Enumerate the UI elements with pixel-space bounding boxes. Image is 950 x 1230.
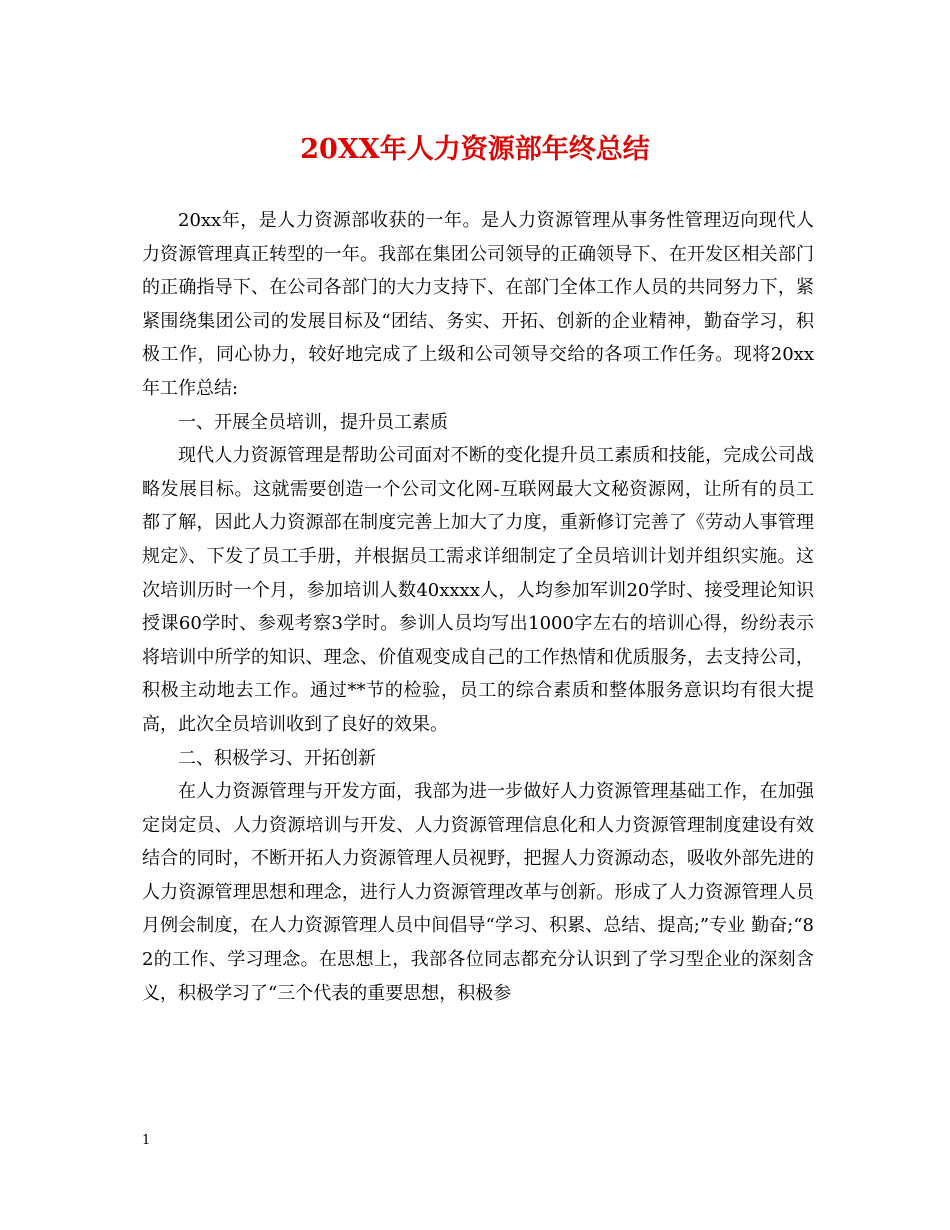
section-heading-2: 二、积极学习、开拓创新 <box>178 747 376 769</box>
document-title: 20XX年人力资源部年终总结 <box>300 134 650 165</box>
document-body <box>142 204 814 1010</box>
paragraph-section-1: 现代人力资源管理是帮助公司面对不断的变化提升员工素质和技能，完成公司战略发展目标。这就需要创造一个公司文化网-互联网最大文秘资源网，让所有的员工都了解，因此人力资源部在制度完善上加大了力度，重新修订完善了《劳动人事管理规定》、下发了员工手册，并根据员工需求详细制定了全员培训计划并组织实施。这次培训历时一个月，参加培训人数40xxxx人，人均参加军训20学时、接受理论知识授课60学时、参观考察3学时。参训人员均写出1000字左右的培训心得，纷纷表示将培训中所学的知识、理念、价值观变成自己的工作热情和优质服务，去支持公司，积极主动地去工作。通过**节的检验，员工的综合素质和整体服务意识均有很大提高，此次全员培训收到了良好的效果。 <box>142 445 814 735</box>
page-number: 1 <box>142 1133 151 1148</box>
paragraph-intro: 20xx年，是人力资源部收获的一年。是人力资源管理从事务性管理迈向现代人力资源管理真正转型的一年。我部在集团公司领导的正确领导下、在开发区相关部门的正确指导下、在公司各部门的大力支持下、在部门全体工作人员的共同努力下，紧紧围绕集团公司的发展目标及“团结、务实、开拓、创新的企业精神，勤奋学习，积极工作，同心协力，较好地完成了上级和公司领导交给的各项工作任务。现将20xx年工作总结: <box>142 210 814 399</box>
paragraph-section-2: 在人力资源管理与开发方面，我部为进一步做好人力资源管理基础工作，在加强定岗定员、人力资源培训与开发、人力资源管理信息化和人力资源管理制度建设有效结合的同时，不断开拓人力资源管理人员视野，把握人力资源动态，吸收外部先进的人力资源管理思想和理念，进行人力资源管理改革与创新。形成了人力资源管理人员月例会制度，在人力资源管理人员中间倡导“学习、积累、总结、提高;”专业 勤奋;“8 2的工作、学习理念。在思想上，我部各位同志都充分认识到了学习型企业的深刻含义，积极学习了“三个代表的重要思想，积极参 <box>142 781 814 1004</box>
section-heading-1: 一、开展全员培训，提升员工素质 <box>178 411 448 433</box>
